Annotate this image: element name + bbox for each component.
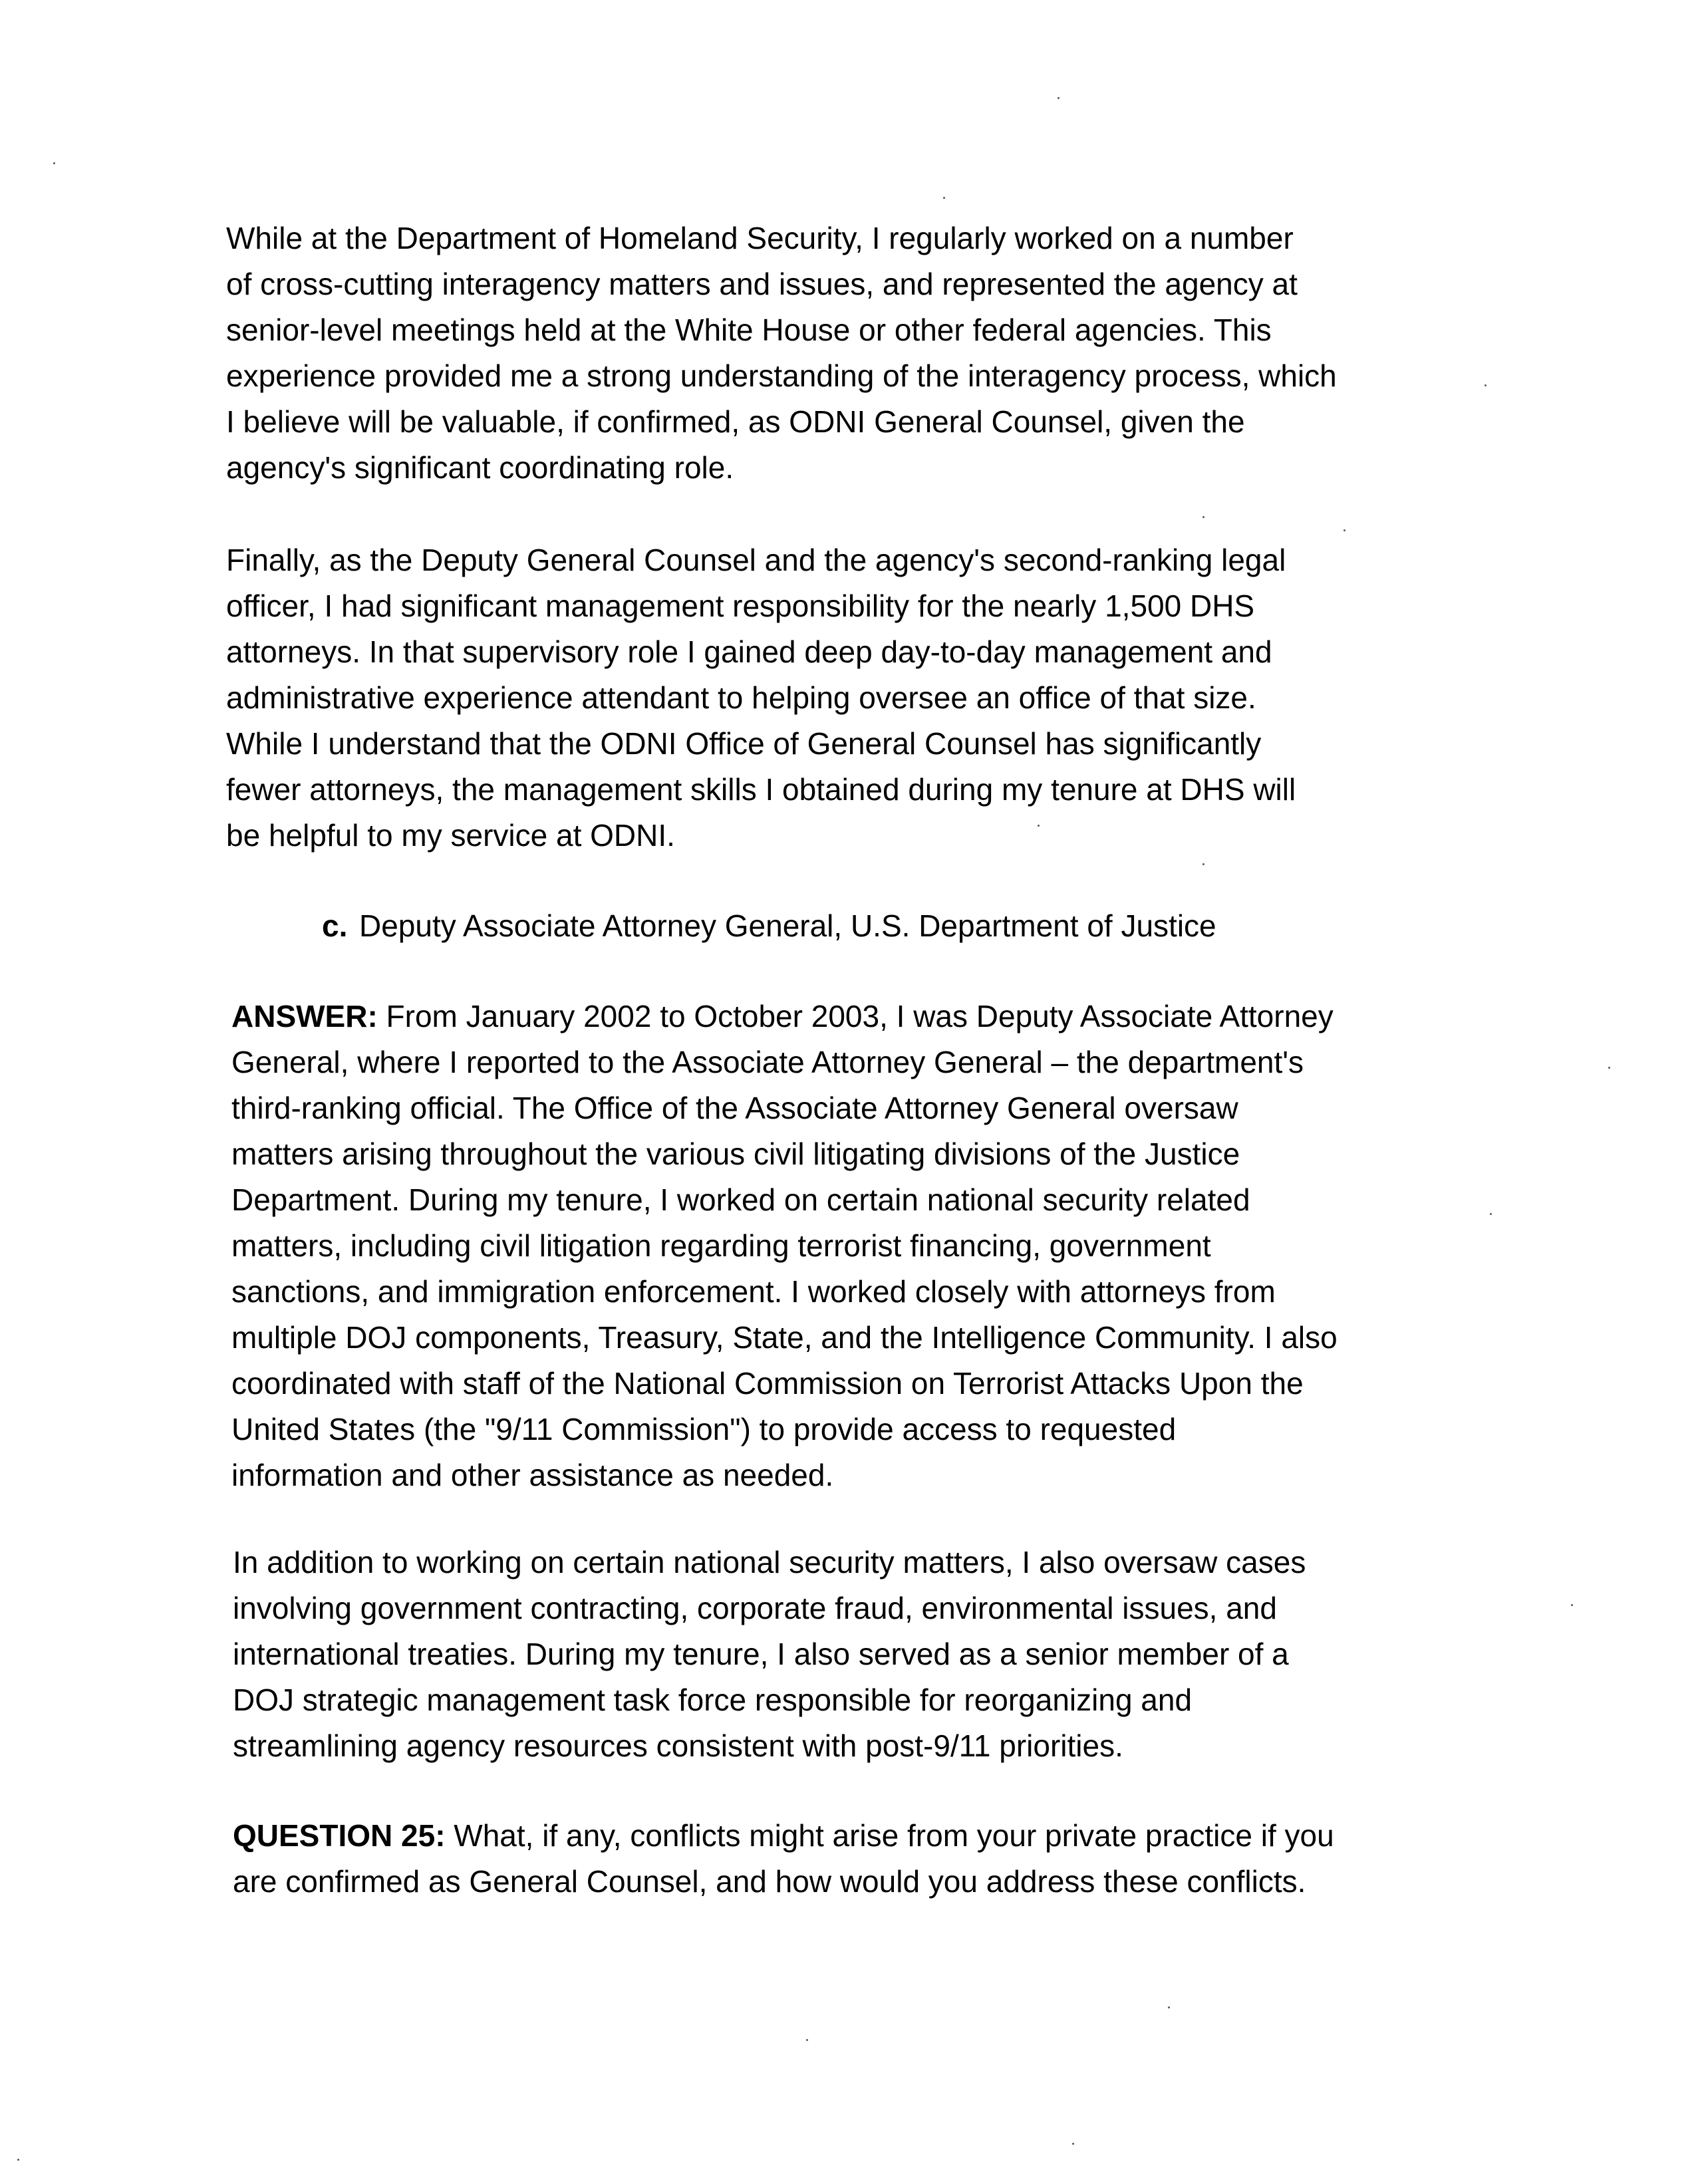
section-heading xyxy=(322,903,1216,949)
scan-speck xyxy=(1202,516,1204,518)
paragraph-dhs-interagency: While at the Department of Homeland Security, I regularly worked on a number of cross-cutting interagency matters and issues, and represented the agency at senior-level meetings held at the White House or other federal agencies. This experience provided me a strong understanding of the interagency process, which I believe will be valuable, if confirmed, as ODNI General Counsel, given the agency's significant coordinating role. xyxy=(226,221,1337,485)
section-heading-text: Deputy Associate Attorney General, U.S. Department of Justice xyxy=(359,908,1216,943)
scan-speck xyxy=(1484,384,1486,386)
scan-speck xyxy=(17,2159,19,2161)
paragraph-dhs-management: Finally, as the Deputy General Counsel and the agency's second-ranking legal officer, I had significant management responsibility for the nearly 1,500 DHS attorneys. In that supervisory role I gained deep day-to-day management and administrative experience attendant to helping oversee an office of that size. While I understand that the ODNI Office of General Counsel has significantly fewer attorneys, the management skills I obtained during my tenure at DHS will be helpful to my service at ODNI. xyxy=(226,543,1296,853)
question-paragraph xyxy=(233,1813,1496,1905)
scan-speck xyxy=(1202,863,1204,865)
answer-label: ANSWER: xyxy=(231,999,378,1033)
scan-speck xyxy=(1038,825,1040,827)
scan-speck xyxy=(1168,2006,1170,2008)
section-heading-label: c. xyxy=(322,908,348,943)
scan-speck xyxy=(1343,529,1345,531)
scan-speck xyxy=(1571,1604,1573,1606)
answer-paragraph xyxy=(231,994,1495,1498)
scan-speck xyxy=(1058,97,1059,99)
scan-speck xyxy=(1072,2143,1074,2145)
paragraph-doj-oversight: In addition to working on certain national security matters, I also oversaw cases involving government contracting, corporate fraud, environmental issues, and international treaties. During my tenure, I also served as a senior member of a DOJ strategic management task force responsible for reorganizing and streamlining agency resources consistent with post-9/11 priorities. xyxy=(233,1545,1306,1763)
scan-speck xyxy=(943,197,945,199)
answer-text: From January 2002 to October 2003, I was Deputy Associate Attorney General, where I reported to the Associate Attorney General – the department's third-ranking official. The Office of the Associate Attorney General oversaw matters arising throughout the various civil litigating divisions of the Justice Department. During my tenure, I worked on certain national security related matters, including civil litigation regarding terrorist financing, government sanctions, and immigration enforcement. I worked closely with attorneys from multiple DOJ components, Treasury, State, and the Intelligence Community. I also coordinated with staff of the National Commission on Terrorist Attacks Upon the United States (the "9/11 Commission") to provide access to requested information and other assistance as needed. xyxy=(231,999,1338,1492)
question-text: What, if any, conflicts might arise from your private practice if you are confirmed as General Counsel, and how would you address these conflicts. xyxy=(233,1818,1334,1899)
scan-speck xyxy=(806,2039,808,2041)
scan-speck xyxy=(53,162,55,164)
question-label: QUESTION 25: xyxy=(233,1818,446,1853)
scan-speck xyxy=(1490,1213,1492,1215)
scan-speck xyxy=(1608,1067,1610,1069)
